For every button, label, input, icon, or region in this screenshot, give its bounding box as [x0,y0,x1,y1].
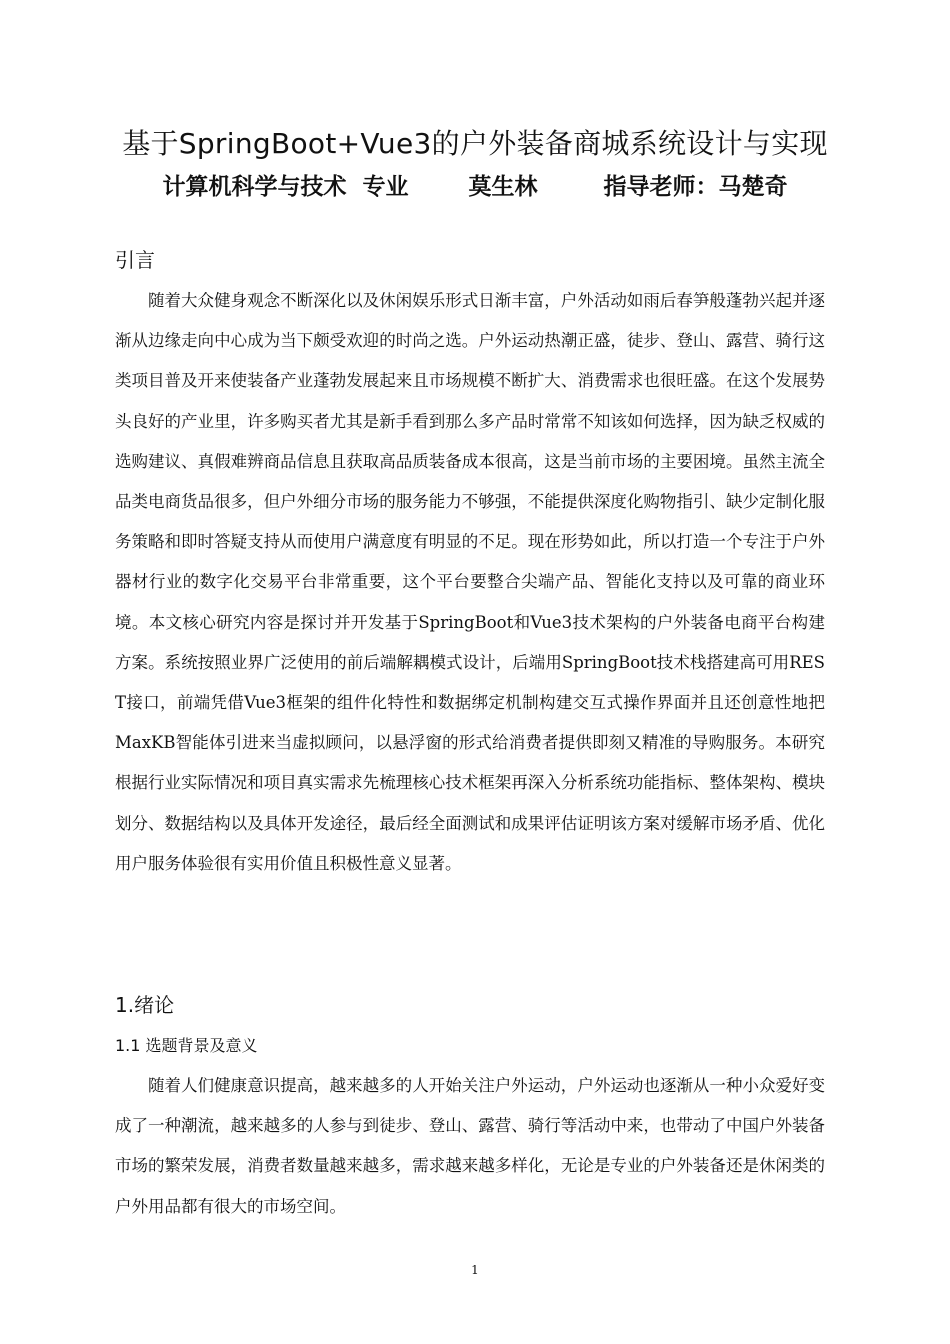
byline-author: 莫生林 [468,174,538,200]
heading-introduction: 引言 [115,248,155,272]
heading-section-1-1: 1.1 选题背景及意义 [115,1036,258,1055]
page-number: 1 [471,1263,479,1277]
paper-title: 基于SpringBoot+Vue3的户外装备商城系统设计与实现 [122,127,828,160]
byline-advisor: 指导老师：马楚奇 [603,174,788,200]
section-1-1-paragraph: 随着人们健康意识提高，越来越多的人开始关注户外运动，户外运动也逐渐从一种小众爱好变成了一种潮流，越来越多的人参与到徒步、登山、露营、骑行等活动中来，也带动了中国户外装备市场的繁荣发展，消费者数量越来越多，需求越来越多样化，无论是专业的户外装备还是休闲类的户外用品都有很大的市场空间。 [115,1076,825,1216]
paper-byline [0,170,950,204]
byline-major-suffix: 专业 [362,174,409,200]
introduction-paragraph: 随着大众健身观念不断深化以及休闲娱乐形式日渐丰富，户外活动如雨后春笋般蓬勃兴起并逐渐从边缘走向中心成为当下颇受欢迎的时尚之选。户外运动热潮正盛，徒步、登山、露营、骑行这类项目普及开来使装备产业蓬勃发展起来且市场规模不断扩大、消费需求也很旺盛。在这个发展势头良好的产业里，许多购买者尤其是新手看到那么多产品时常常不知该如何选择，因为缺乏权威的选购建议、真假难辨商品信息且获取高品质装备成本很高，这是当前市场的主要困境。虽然主流全品类电商货品很多，但户外细分市场的服务能力不够强，不能提供深度化购物指引、缺少定制化服务策略和即时答疑支持从而使用户满意度有明显的不足。现在形势如此，所以打造一个专注于户外器材行业的数字化交易平台非常重要，这个平台要整合尖端产品、智能化支持以及可靠的商业环境。本文核心研究内容是探讨并开发基于SpringBoot和Vue3技术架构的户外装备电商平台构建方案。系统按照业界广泛使用的前后端解耦模式设计，后端用SpringBoot技术栈搭建高可用REST接口，前端凭借Vue3框架的组件化特性和数据绑定机制构建交互式操作界面并且还创意性地把MaxKB智能体引进来当虚拟顾问，以悬浮窗的形式给消费者提供即刻又精准的导购服务。本研究根据行业实际情况和项目真实需求先梳理核心技术框架再深入分析系统功能指标、整体架构、模块划分、数据结构以及具体开发途径，最后经全面测试和成果评估证明该方案对缓解市场矛盾、优化用户服务体验很有实用价值且积极性意义显著。 [115,291,825,873]
byline-major: 计算机科学与技术 [162,174,347,200]
heading-chapter-1: 1.绪论 [115,993,175,1017]
